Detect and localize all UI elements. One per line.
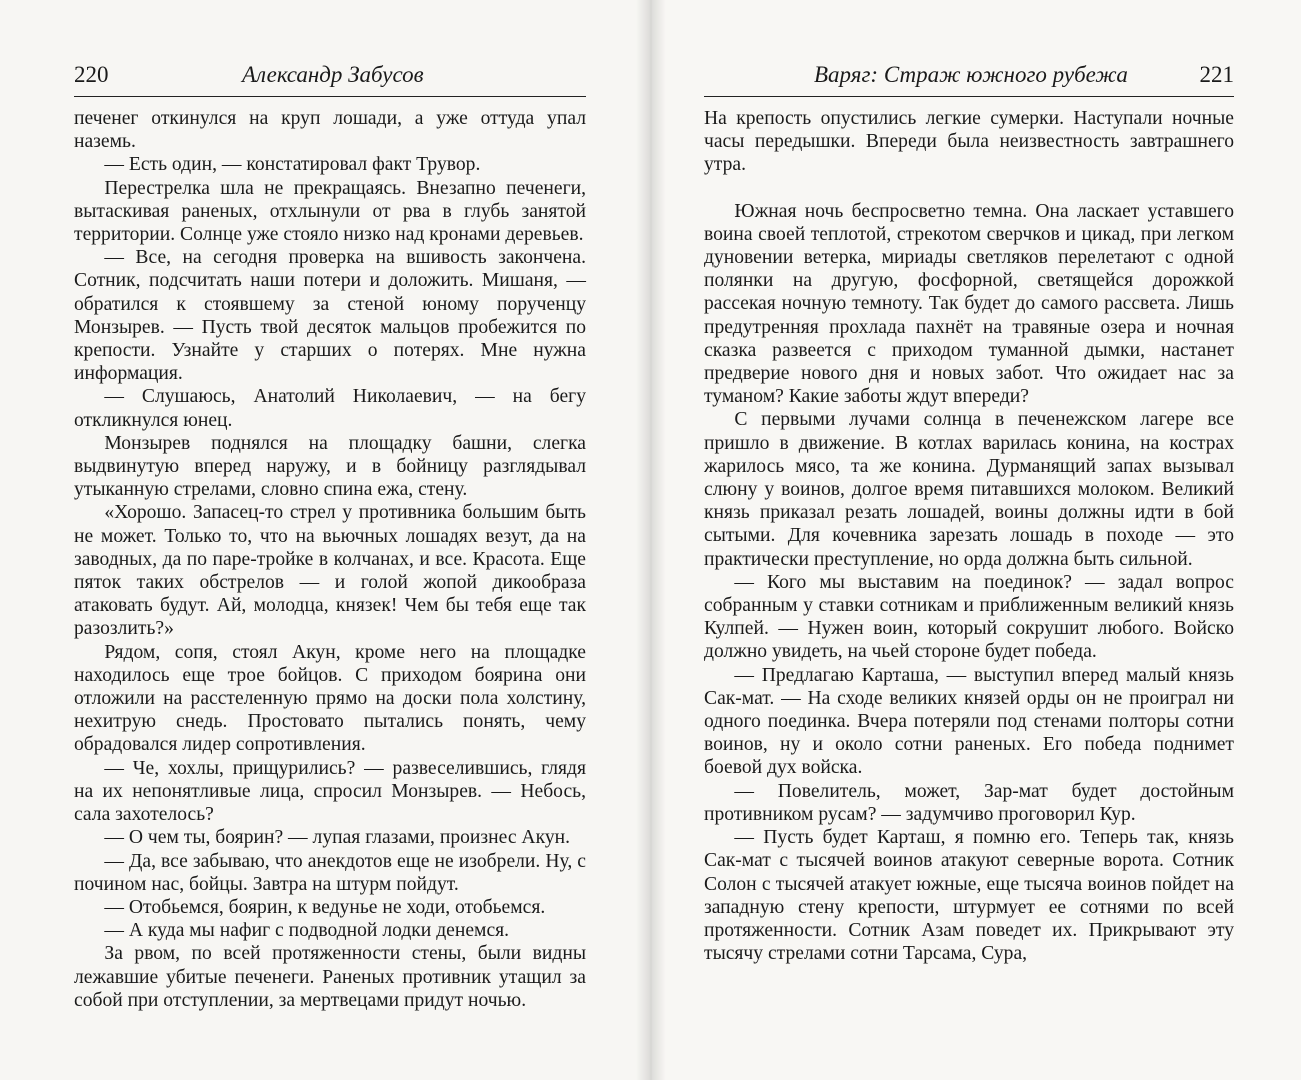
paragraph: Южная ночь беспросветно темна. Она ласкает уставшего воина своей теплотой, стрекотом сверчков и цикад, при легком дуновении ветерка, мириады светляков перелетают с одной полянки на другую, фосфорной, светящейся дорожкой рассекая ночную темноту. Так будет до самого рассвета. Лишь предутренняя прохлада пахнёт на травяные озера и ночная сказка развеется с приходом туманной дымки, настанет предверие нового дня и новых забот. Что ожидает нас за туманом? Какие заботы ждут впереди? [704, 200, 1234, 408]
paragraph: — Слушаюсь, Анатолий Николаевич, — на бегу откликнулся юнец. [74, 386, 586, 431]
left-page-body [74, 107, 586, 1012]
paragraph: — Отобьемся, боярин, к ведунье не ходи, отобьемся. [104, 896, 546, 918]
paragraph: — А куда мы нафиг с подводной лодки денемся. [104, 920, 510, 942]
left-running-title: Александр Забусов [242, 62, 424, 87]
right-running-title: Варяг: Страж южного рубежа [814, 62, 1128, 87]
paragraph: — Есть один, — констатировал факт Трувор. [104, 154, 481, 176]
paragraph: Рядом, сопя, стоял Акун, кроме него на площадке находилось еще трое бойцов. С приходом боярина они отложили на расстеленную прямо на доски пола холстину, нехитрую снедь. Простовато пытались понять, чему обрадовался лидер сопротивления. [74, 641, 586, 756]
paragraph: Перестрелка шла не прекращаясь. Внезапно печенеги, вытаскивая раненых, отхлынули от рва в глубь занятой территории. Солнце уже стояло низко над кронами деревьев. [74, 177, 586, 246]
paragraph: — Кого мы выставим на поединок? — задал вопрос собранным у ставки сотникам и приближенным великий князь Кулпей. — Нужен воин, который сокрушит любого. Войско должно увидеть, на чьей стороне будет победа. [704, 571, 1234, 663]
paragraph: Монзырев поднялся на площадку башни, слегка выдвинутую вперед наружу, и в бойницу разглядывал утыканную стрелами, словно спина ежа, стену. [74, 432, 586, 501]
left-page-header [74, 60, 586, 97]
paragraph: — Все, на сегодня проверка на вшивость закончена. Сотник, подсчитать наши потери и доложить. Мишаня, — обратился к стоявшему за стеной юному порученцу Монзырев. — Пусть твой десяток мальцов пробежится по крепости. Узнайте у старших о потерях. Мне нужна информация. [74, 247, 586, 385]
right-page-header [704, 60, 1234, 97]
paragraph: На крепость опустились легкие сумерки. Наступали ночные часы передышки. Впереди была неизвестность завтрашнего утра. [704, 108, 1234, 176]
left-page [0, 0, 650, 1080]
paragraph: «Хорошо. Запасец-то стрел у противника большим быть не может. Только то, что на вьючных лошадях везут, да на заводных, да по паре-тройке в колчанах, и все. Красота. Еще пяток таких обстрелов — и голой жопой дикообраза атаковать будут. Ай, молодца, князек! Чем бы тебя еще так разозлить?» [74, 502, 586, 640]
paragraph: За рвом, по всей протяженности стены, были видны лежавшие убитые печенеги. Раненых противник утащил за собой при отступлении, за мертвецами придут ночью. [74, 943, 586, 1011]
paragraph: — Пусть будет Карташ, я помню его. Теперь так, князь Сак-мат с тысячей воинов атакуют северные ворота. Сотник Солон с тысячей атакует южные, еще тысяча воинов пойдет на западную стену крепости, штурмует ее сотнями по всей протяженности. Сотник Азам поведет их. Прикрывают эту тысячу стрелами сотни Тарсама, Сура, [704, 827, 1234, 965]
paragraph: печенег откинулся на круп лошади, а уже оттуда упал наземь. [74, 108, 586, 153]
paragraph: С первыми лучами солнца в печенежском лагере все пришло в движение. В котлах варилась конина, на кострах жарилось мясо, та же конина. Дурманящий запах вызывал слюну у воинов, долгое время питавшихся молоком. Великий князь приказал резать лошадей, воины должны идти в бой сытыми. Для кочевника зарезать лошадь в походе — это практически преступление, но орда должна быть сильной. [704, 409, 1234, 570]
right-page-body [704, 107, 1234, 965]
paragraph: — Че, хохлы, прищурились? — развеселившись, глядя на их непонятливые лица, спросил Монзырев. — Небось, сала захотелось? [74, 757, 586, 826]
paragraph: — Повелитель, может, Зар-мат будет достойным противником русам? — задумчиво проговорил Кур. [704, 780, 1234, 825]
paragraph: — Предлагаю Карташа, — выступил вперед малый князь Сак-мат. — На сходе великих князей орды он не проиграл ни одного поединка. Вчера потеряли под стенами полторы сотни воинов, ну и около сотни раненых. Его победа поднимет боевой дух войска. [704, 664, 1234, 779]
book-gutter-shadow [636, 0, 666, 1080]
paragraph: — О чем ты, боярин? — лупая глазами, произнес Акун. [104, 827, 570, 849]
right-page-number: 221 [1199, 62, 1234, 87]
paragraph: — Да, все забываю, что анекдотов еще не изобрели. Ну, с почином нас, бойцы. Завтра на штурм пойдут. [74, 850, 586, 895]
left-page-number: 220 [74, 62, 109, 87]
right-page [650, 0, 1301, 1080]
